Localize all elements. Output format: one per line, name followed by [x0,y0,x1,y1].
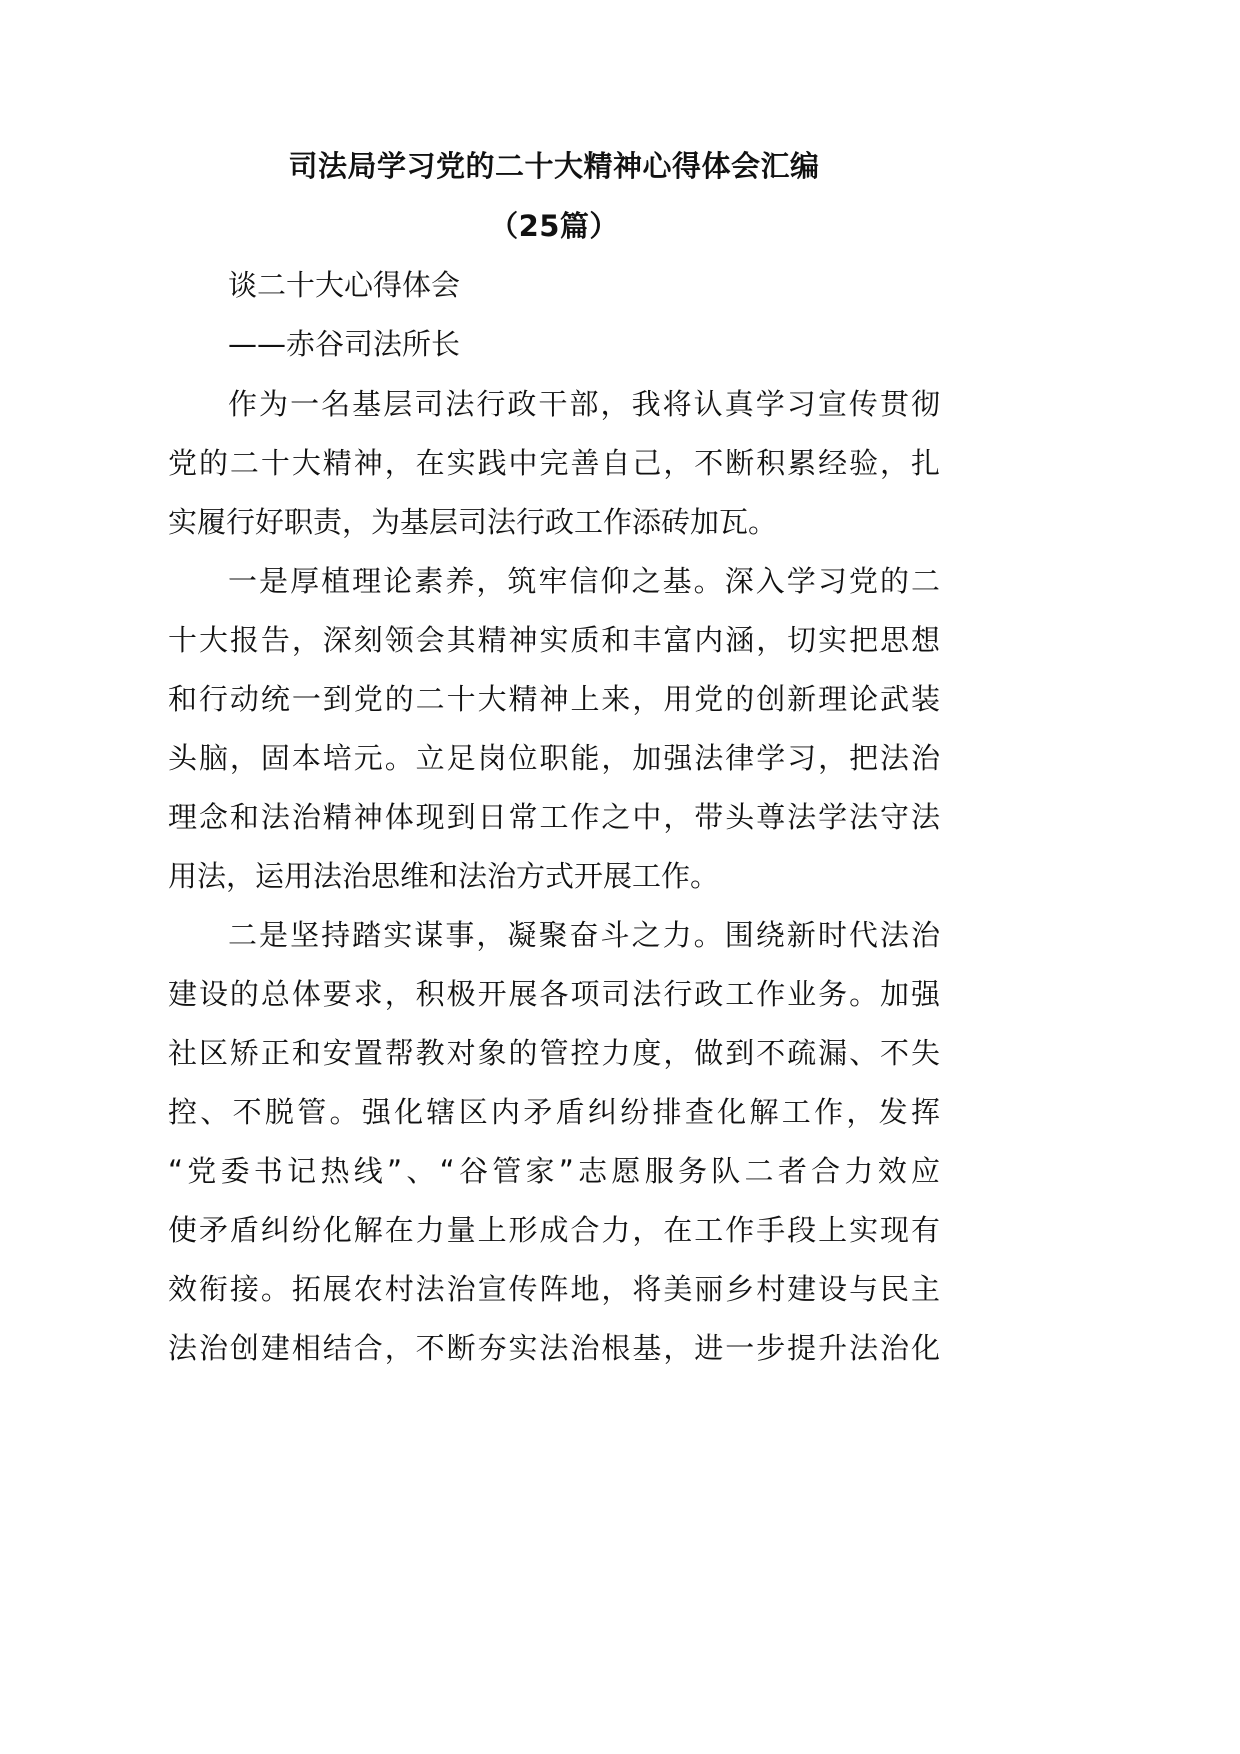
paragraph-line: 用法，运用法治思维和法治方式开展工作。 [168,859,720,893]
document-title: 司法局学习党的二十大精神心得体会汇编 [288,149,820,183]
paragraph-line: 二是坚持踏实谋事，凝聚奋斗之力。围绕新时代法治 [228,918,940,952]
paragraph-line: 党的二十大精神，在实践中完善自己，不断积累经验，扎 [168,446,940,480]
paragraph-line: 头脑，固本培元。立足岗位职能，加强法律学习，把法治 [168,741,940,775]
paragraph-line: 理念和法治精神体现到日常工作之中，带头尊法学法守法 [168,800,940,834]
paragraph-line: 十大报告，深刻领会其精神实质和丰富内涵，切实把思想 [168,623,940,657]
section-heading: 谈二十大心得体会 [228,268,461,302]
paragraph-line: 实履行好职责，为基层司法行政工作添砖加瓦。 [168,505,778,539]
paragraph-line: 和行动统一到党的二十大精神上来，用党的创新理论武装 [168,682,940,716]
paragraph-line: 控、不脱管。强化辖区内矛盾纠纷排查化解工作，发挥 [168,1095,940,1129]
paragraph-line: 使矛盾纠纷化解在力量上形成合力，在工作手段上实现有 [168,1213,940,1247]
document-title-count: （25篇） [489,209,619,243]
paragraph-line: 一是厚植理论素养，筑牢信仰之基。深入学习党的二 [228,564,940,598]
paragraph-line: 社区矫正和安置帮教对象的管控力度，做到不疏漏、不失 [168,1036,940,1070]
paragraph-line: 法治创建相结合，不断夯实法治根基，进一步提升法治化 [168,1331,940,1365]
paragraph-line: 作为一名基层司法行政干部，我将认真学习宣传贯彻 [228,387,940,421]
paragraph-line: 效衔接。拓展农村法治宣传阵地，将美丽乡村建设与民主 [168,1272,940,1306]
paragraph-line: “党委书记热线”、“谷管家”志愿服务队二者合力效应 [168,1154,940,1188]
paragraph-line: 建设的总体要求，积极开展各项司法行政工作业务。加强 [168,977,940,1011]
section-byline: ——赤谷司法所长 [228,327,461,361]
